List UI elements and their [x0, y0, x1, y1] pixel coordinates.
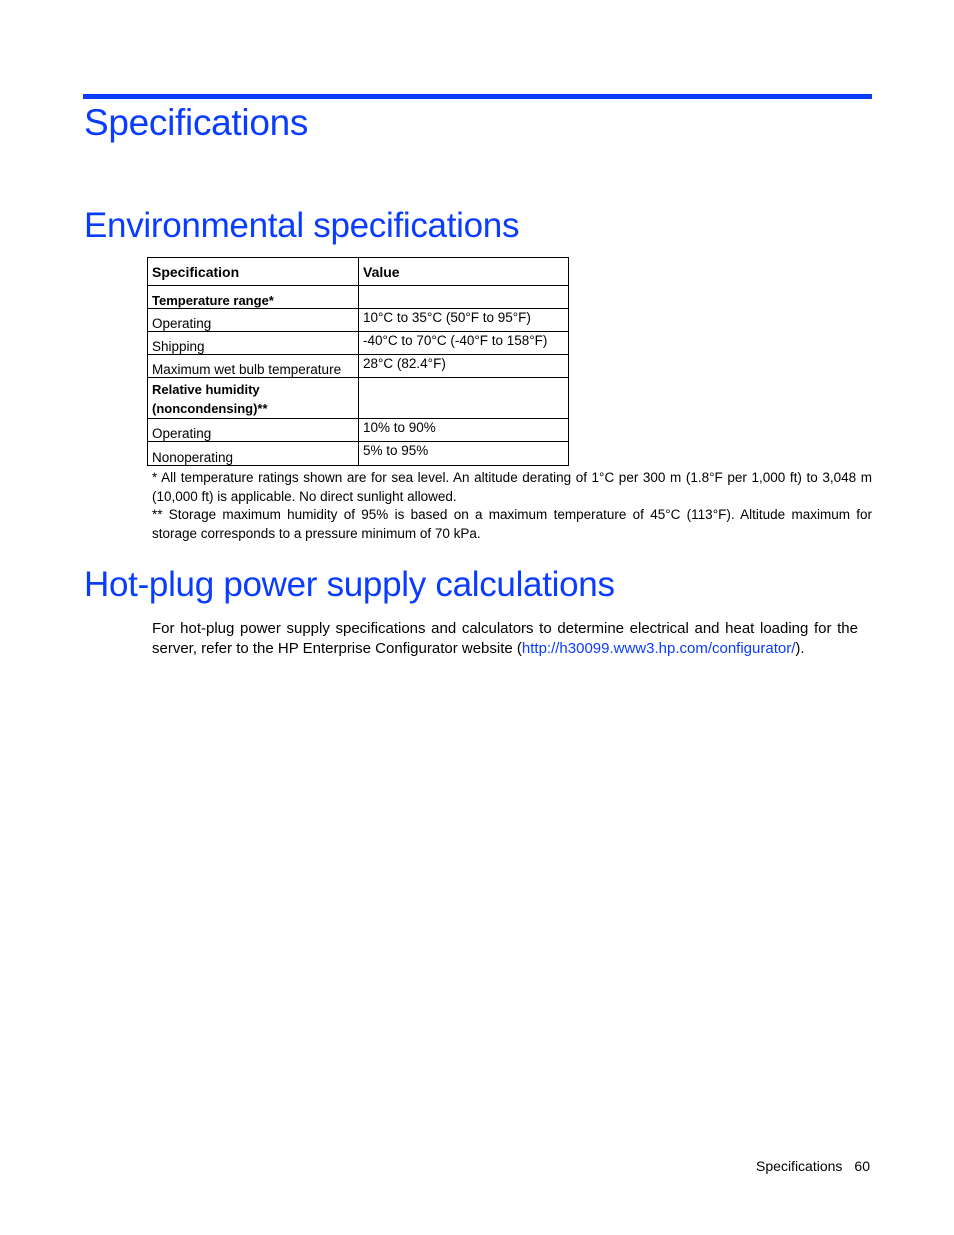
- spec-cell: Maximum wet bulb temperature: [148, 355, 359, 378]
- table-row: [148, 442, 569, 466]
- hotplug-paragraph: [152, 619, 858, 659]
- table-footnotes: [152, 469, 872, 543]
- spec-cell: Nonoperating: [148, 442, 359, 466]
- configurator-link[interactable]: http://h30099.www3.hp.com/configurator/: [521, 640, 796, 657]
- value-cell: [359, 378, 569, 419]
- footnote-humidity: ** Storage maximum humidity of 95% is based on a maximum temperature of 45°C (113°F). Altitude maximum for storage corresponds to a pressure minimum of 70 kPa.: [152, 507, 872, 541]
- environmental-section-title: Environmental specifications: [84, 206, 520, 245]
- header-value: Value: [359, 258, 569, 286]
- page-number: 60: [854, 1158, 870, 1174]
- value-cell: 10°C to 35°C (50°F to 95°F): [359, 309, 569, 332]
- value-cell: [359, 286, 569, 309]
- table-row: [148, 332, 569, 355]
- spec-cell: Operating: [148, 419, 359, 442]
- spec-cell: Relative humidity (noncondensing)**: [148, 378, 359, 419]
- table-row: [148, 378, 569, 419]
- table-row: [148, 419, 569, 442]
- table-row: [148, 309, 569, 332]
- page-footer: [756, 1158, 870, 1174]
- footer-label: Specifications: [756, 1158, 843, 1174]
- value-cell: -40°C to 70°C (-40°F to 158°F): [359, 332, 569, 355]
- chapter-rule: [83, 94, 872, 99]
- hotplug-text-before: For hot-plug power supply specifications and calculators to determine electrical and heat loading for the server, refer to the HP Enterprise Configurator website (: [152, 620, 858, 657]
- chapter-title: Specifications: [84, 102, 309, 143]
- spec-cell: Shipping: [148, 332, 359, 355]
- value-cell: 5% to 95%: [359, 442, 569, 466]
- table-row: [148, 286, 569, 309]
- spec-cell: Operating: [148, 309, 359, 332]
- hotplug-text-after: ).: [795, 640, 805, 657]
- table-row: [148, 355, 569, 378]
- spec-cell: Temperature range*: [148, 286, 359, 309]
- header-specification: Specification: [148, 258, 359, 286]
- footnote-temperature: * All temperature ratings shown are for sea level. An altitude derating of 1°C per 300 m (1.8°F per 1,000 ft) to 3,048 m (10,000 ft) is applicable. No direct sunlight allowed.: [152, 470, 872, 504]
- value-cell: 10% to 90%: [359, 419, 569, 442]
- hotplug-section-title: Hot-plug power supply calculations: [84, 565, 615, 604]
- value-cell: 28°C (82.4°F): [359, 355, 569, 378]
- table-header-row: [148, 258, 569, 286]
- environmental-spec-table: [147, 257, 569, 466]
